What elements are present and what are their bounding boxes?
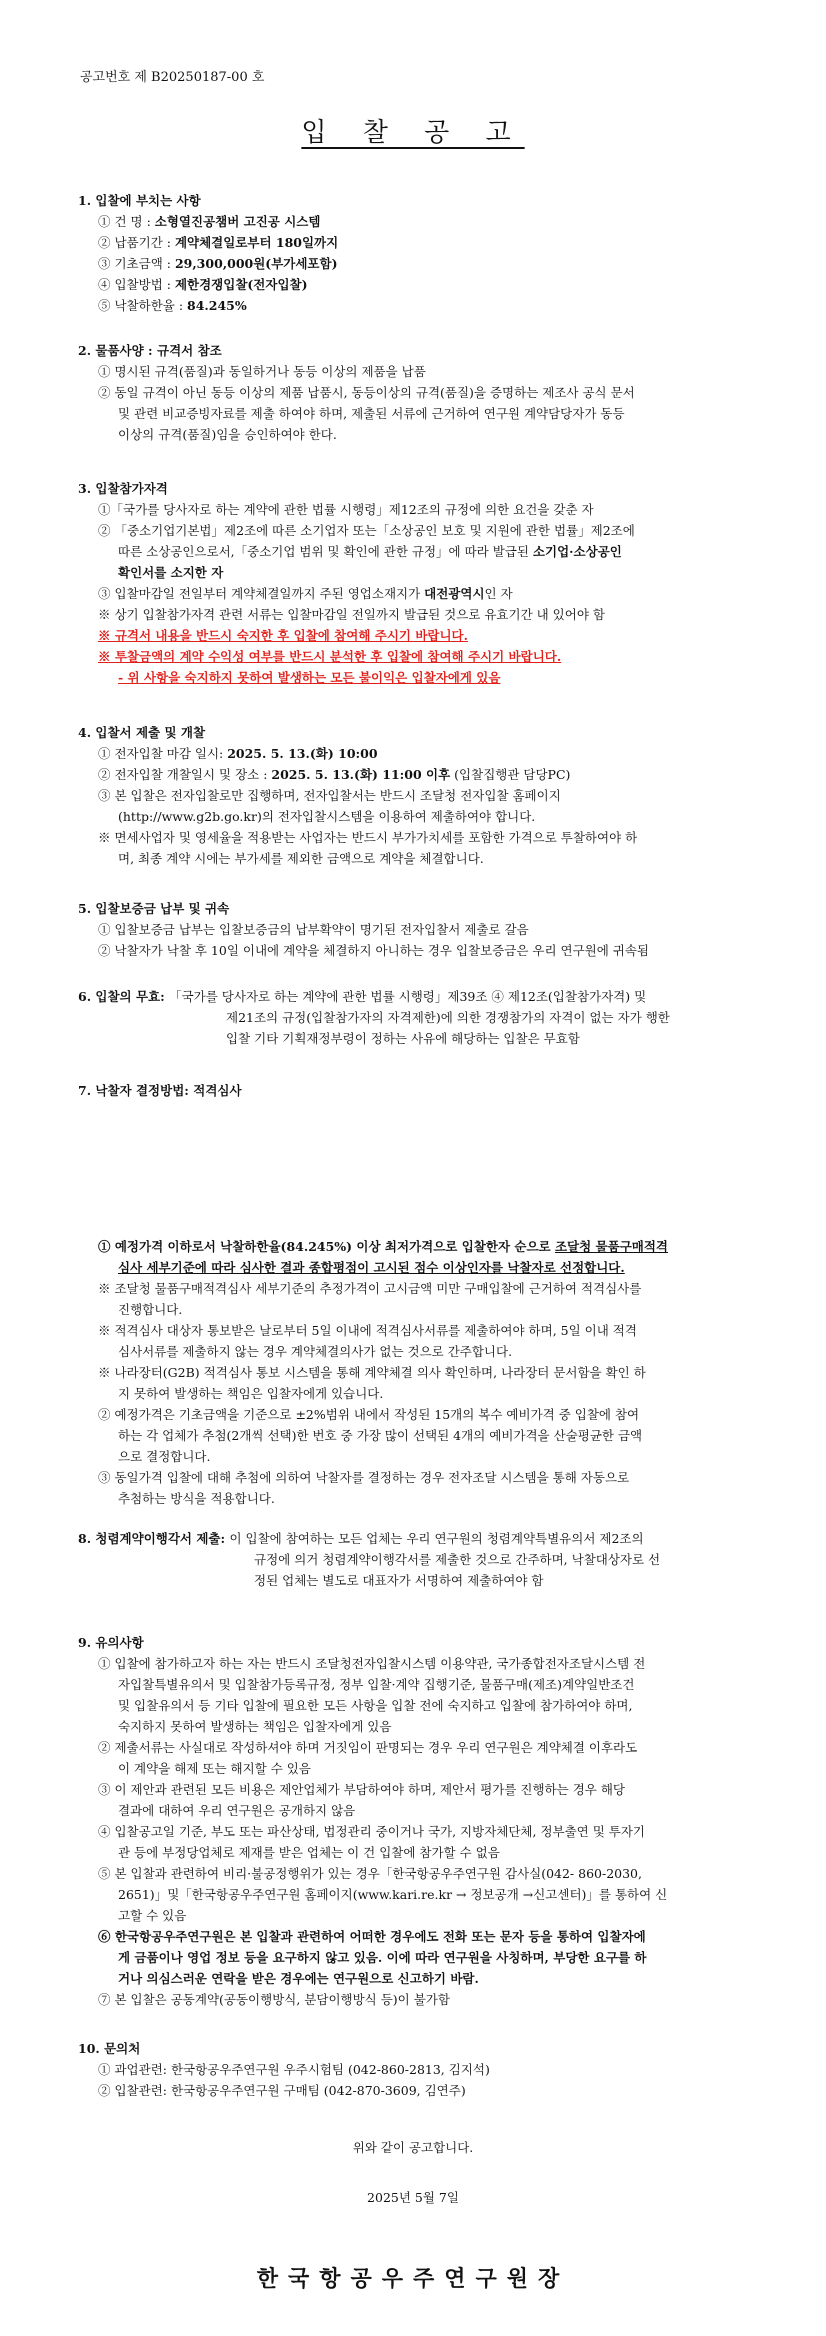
section-eligibility (78, 478, 768, 688)
section-heading: 4. 입찰서 제출 및 개찰 (78, 725, 206, 740)
item-line: 및 입찰유의서 등 기타 입찰에 필요한 모든 사항을 입찰 전에 숙지하고 입찰에 참가하여야 하며, (118, 1698, 633, 1713)
item-line: (http://www.g2b.go.kr)의 전자입찰시스템을 이용하여 제출하여야 합니다. (118, 809, 536, 824)
item-line: ① 입찰에 참가하고자 하는 자는 반드시 조달청전자입찰시스템 이용약관, 국가종합전자조달시스템 전 (98, 1656, 646, 1671)
section-heading: 10. 문의처 (78, 2041, 141, 2056)
item-line: ③ 이 제안과 관련된 모든 비용은 제안업체가 부담하여야 하며, 제안서 평가를 진행하는 경우 해당 (98, 1782, 625, 1797)
item-line: ① 전자입찰 마감 일시: 2025. 5. 13.(화) 10:00 (98, 746, 378, 761)
item-line: 진행합니다. (118, 1302, 183, 1317)
item-line: ② 전자입찰 개찰일시 및 장소 : 2025. 5. 13.(화) 11:00 이후 (입찰집행관 담당PC) (98, 767, 571, 782)
item-line: ※ 면세사업자 및 영세율을 적용받는 사업자는 반드시 부가가치세를 포함한 가격으로 투찰하여야 하 (98, 830, 638, 845)
item-line: ① 명시된 규격(품질)과 동일하거나 동등 이상의 제품을 납품 (98, 364, 426, 379)
item-line: ⑦ 본 입찰은 공동계약(공동이행방식, 분담이행방식 등)이 불가함 (98, 1992, 450, 2007)
item-line: 2651)」및「한국항공우주연구원 홈페이지(www.kari.re.kr → 정보공개 →신고센터)」를 통하여 신 (118, 1887, 668, 1902)
warning-line: ※ 규격서 내용을 반드시 숙지한 후 입찰에 참여해 주시기 바랍니다. (98, 628, 468, 643)
item-line: ② 제출서류는 사실대로 작성하셔야 하며 거짓임이 판명되는 경우 우리 연구원은 계약체결 이후라도 (98, 1740, 638, 1755)
item-line: ④ 입찰방법 : 제한경쟁입찰(전자입찰) (98, 277, 308, 292)
section-deposit (78, 898, 768, 961)
item-line: ① 건 명 : 소형열진공챔버 고진공 시스템 (98, 214, 321, 229)
item-line: 심사 세부기준에 따라 심사한 결과 종합평점이 고시된 점수 이상인자를 낙찰자로 선정합니다. (118, 1260, 625, 1275)
warning-line: ※ 투찰금액의 계약 수익성 여부를 반드시 분석한 후 입찰에 참여해 주시기 바랍니다. (98, 649, 562, 664)
section-heading: 7. 낙찰자 결정방법: 적격심사 (78, 1083, 242, 1098)
item-line: 고할 수 있음 (118, 1908, 187, 1923)
section-award-details (78, 1236, 768, 1509)
item-line: 게 금품이나 영업 정보 등을 요구하지 않고 있음. 이에 따라 연구원을 사칭하며, 부당한 요구를 하 (118, 1950, 647, 1965)
item-line: ② 예정가격은 기초금액을 기준으로 ±2%범위 내에서 작성된 15개의 복수 예비가격 중 입찰에 참여 (98, 1407, 640, 1422)
section-heading: 5. 입찰보증금 납부 및 귀속 (78, 901, 230, 916)
section-bid-items (78, 190, 768, 316)
section-award-method (78, 1080, 768, 1101)
item-line: ③ 입찰마감일 전일부터 계약체결일까지 주된 영업소재지가 대전광역시인 자 (98, 586, 513, 601)
section-invalid (78, 986, 768, 1049)
page-title: 입 찰 공 고 (301, 118, 525, 148)
item-line: ①「국가를 당사자로 하는 계약에 관한 법률 시행령」제12조의 규정에 의한 요건을 갖춘 자 (98, 502, 594, 517)
item-line: ② 「중소기업기본법」제2조에 따른 소기업자 또는「소상공인 보호 및 지원에 관한 법률」제2조에 (98, 523, 635, 538)
section-submission (78, 722, 768, 869)
item-line: 숙지하지 못하여 발생하는 책임은 입찰자에게 있음 (118, 1719, 392, 1734)
item-line: ※ 적격심사 대상자 통보받은 날로부터 5일 이내에 적격심사서류를 제출하여야 하며, 5일 이내 적격 (98, 1323, 637, 1338)
item-line: 이 계약을 해제 또는 해지할 수 있음 (118, 1761, 311, 1776)
notice-number: 공고번호 제 B20250187-00 호 (80, 70, 265, 85)
item-line: 결과에 대하여 우리 연구원은 공개하지 않음 (118, 1803, 356, 1818)
warning-line: - 위 사항을 숙지하지 못하여 발생하는 모든 불이익은 입찰자에게 있음 (118, 670, 501, 685)
section-contact (78, 2038, 768, 2101)
item-line: 심사서류를 제출하지 않는 경우 계약체결의사가 없는 것으로 간주합니다. (118, 1344, 513, 1359)
item-line: 으로 결정합니다. (118, 1449, 211, 1464)
item-line: 거나 의심스러운 연락을 받은 경우에는 연구원으로 신고하기 바람. (118, 1971, 479, 1986)
item-line: 정된 업체는 별도로 대표자가 서명하여 제출하여야 함 (254, 1573, 544, 1588)
item-line: 이상의 규격(품질)임을 승인하여야 한다. (118, 427, 337, 442)
section-integrity (78, 1528, 768, 1591)
item-line: 하는 각 업체가 추첨(2개씩 선택)한 번호 중 가장 많이 선택된 4개의 예비가격을 산술평균한 금액 (118, 1428, 643, 1443)
section-heading: 9. 유의사항 (78, 1635, 144, 1650)
notice-date: 2025년 5월 7일 (367, 2190, 459, 2205)
item-line: ⑥ 한국항공우주연구원은 본 입찰과 관련하여 어떠한 경우에도 전화 또는 문자 등을 통하여 입찰자에 (98, 1929, 646, 1944)
item-line: ⑤ 본 입찰과 관련하여 비리·불공정행위가 있는 경우「한국항공우주연구원 감사실(042- 860-2030, (98, 1866, 642, 1881)
item-line: ② 동일 규격이 아닌 동등 이상의 제품 납품시, 동등이상의 규격(품질)을 증명하는 제조사 공식 문서 (98, 385, 635, 400)
section-heading: 1. 입찰에 부치는 사항 (78, 193, 201, 208)
item-line: 제21조의 규정(입찰참가자의 자격제한)에 의한 경쟁참가의 자격이 없는 자가 행한 (226, 1010, 670, 1025)
item-line: 8. 청렴계약이행각서 제출: 이 입찰에 참여하는 모든 업체는 우리 연구원의 청렴계약특별유의서 제2조의 (78, 1531, 644, 1546)
section-notes (78, 1632, 768, 2010)
issuer-signature: 한국항공우주연구원장 (256, 2266, 570, 2292)
item-line: ③ 동일가격 입찰에 대해 추첨에 의하여 낙찰자를 결정하는 경우 전자조달 시스템을 통해 자동으로 (98, 1470, 630, 1485)
section-heading: 3. 입찰참가자격 (78, 481, 168, 496)
item-line: ③ 본 입찰은 전자입찰로만 집행하며, 전자입찰서는 반드시 조달청 전자입찰 홈페이지 (98, 788, 561, 803)
item-line: ※ 상기 입찰참가자격 관련 서류는 입찰마감일 전일까지 발급된 것으로 유효기간 내 있어야 함 (98, 607, 605, 622)
contact-line: ① 과업관련: 한국항공우주연구원 우주시험팀 (042-860-2813, 김지석) (98, 2062, 490, 2077)
item-line: 지 못하여 발생하는 책임은 입찰자에게 있습니다. (118, 1386, 384, 1401)
item-line: ⑤ 낙찰하한율 : 84.245% (98, 298, 247, 313)
item-line: 따른 소상공인으로서,「중소기업 범위 및 확인에 관한 규정」에 따라 발급된 소기업·소상공인 (118, 544, 622, 559)
item-line: ② 납품기간 : 계약체결일로부터 180일까지 (98, 235, 339, 250)
section-heading: 2. 물품사양 : 규격서 참조 (78, 343, 222, 358)
item-line: 자입찰특별유의서 및 입찰참가등록규정, 정부 입찰·계약 집행기준, 물품구매(제조)계약일반조건 (118, 1677, 635, 1692)
item-line: 규정에 의거 청렴계약이행각서를 제출한 것으로 간주하며, 낙찰대상자로 선 (254, 1552, 661, 1567)
item-line: 및 관련 비교증빙자료를 제출 하여야 하며, 제출된 서류에 근거하여 연구원 계약담당자가 동등 (118, 406, 625, 421)
closing-text: 위와 같이 공고합니다. (352, 2140, 474, 2155)
contact-line: ② 입찰관련: 한국항공우주연구원 구매팀 (042-870-3609, 김연주) (98, 2083, 466, 2098)
item-line: ④ 입찰공고일 기준, 부도 또는 파산상태, 법정관리 중이거나 국가, 지방자체단체, 정부출연 및 투자기 (98, 1824, 646, 1839)
section-specs (78, 340, 768, 445)
item-line: ① 예정가격 이하로서 낙찰하한율(84.245%) 이상 최저가격으로 입찰한자 순으로 조달청 물품구매적격 (98, 1239, 668, 1254)
item-line: 추첨하는 방식을 적용합니다. (118, 1491, 275, 1506)
item-line: 6. 입찰의 무효: 「국가를 당사자로 하는 계약에 관한 법률 시행령」제39조 ④ 제12조(입찰참가자격) 및 (78, 989, 647, 1004)
item-line: 관 등에 부정당업체로 제재를 받은 업체는 이 건 입찰에 참가할 수 없음 (118, 1845, 500, 1860)
item-line: 입찰 기타 기획재정부령이 정하는 사유에 해당하는 입찰은 무효함 (226, 1031, 580, 1046)
item-line: 확인서를 소지한 자 (118, 565, 224, 580)
item-line: ③ 기초금액 : 29,300,000원(부가세포함) (98, 256, 338, 271)
item-line: ※ 나라장터(G2B) 적격심사 통보 시스템을 통해 계약체결 의사 확인하며, 나라장터 문서함을 확인 하 (98, 1365, 646, 1380)
item-line: 며, 최종 계약 시에는 부가세를 제외한 금액으로 계약을 체결합니다. (118, 851, 484, 866)
item-line: ※ 조달청 물품구매적격심사 세부기준의 추정가격이 고시금액 미만 구매입찰에 근거하여 적격심사를 (98, 1281, 642, 1296)
item-line: ② 낙찰자가 낙찰 후 10일 이내에 계약을 체결하지 아니하는 경우 입찰보증금은 우리 연구원에 귀속됨 (98, 943, 649, 958)
item-line: ① 입찰보증금 납부는 입찰보증금의 납부확약이 명기된 전자입찰서 제출로 갈음 (98, 922, 529, 937)
